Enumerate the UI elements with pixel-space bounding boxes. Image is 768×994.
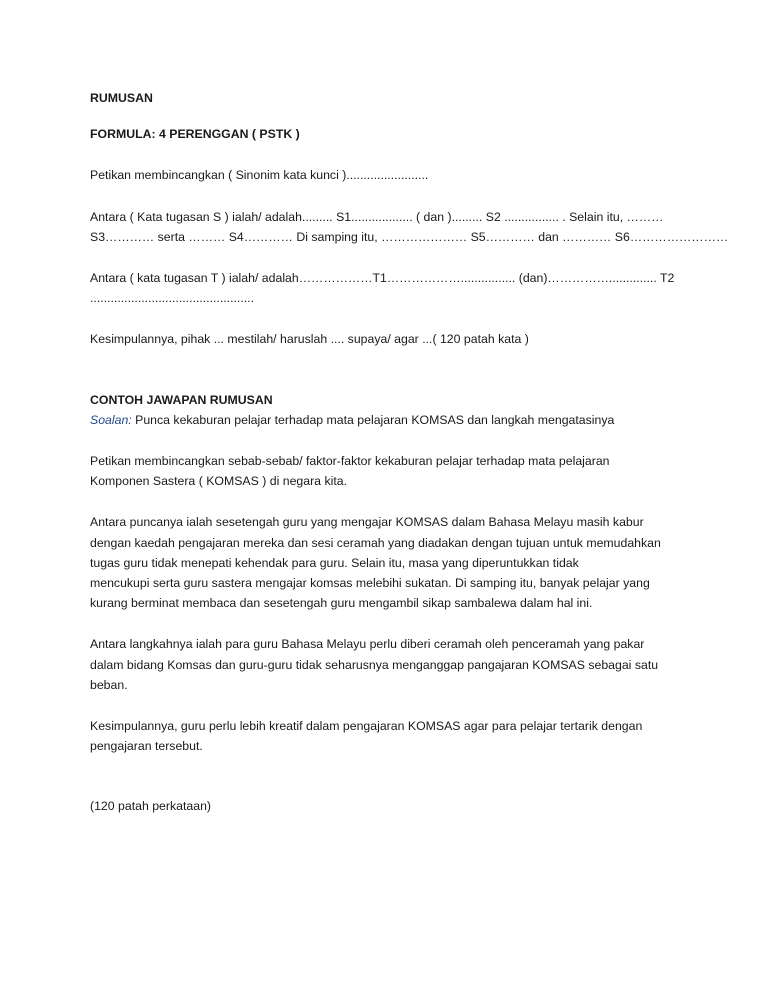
example-heading: CONTOH JAWAPAN RUMUSAN [90, 392, 273, 407]
template-t-line: ................................................ [90, 291, 254, 306]
paragraph-line: Antara puncanya ialah sesetengah guru yang mengajar KOMSAS dalam Bahasa Melayu masih kabur [90, 515, 644, 530]
word-count-note: (120 patah perkataan) [90, 799, 212, 814]
template-s-line: Antara ( Kata tugasan S ) ialah/ adalah......... S1.................. ( dan )......... S2 ................ . Selain itu, ……… [90, 209, 664, 224]
paragraph-line: beban. [90, 677, 128, 692]
paragraph-line: Antara langkahnya ialah para guru Bahasa Melayu perlu diberi ceramah oleh penceramah yang pakar [90, 637, 645, 652]
soalan-line [90, 410, 690, 430]
soalan-text: Punca kekaburan pelajar terhadap mata pelajaran KOMSAS dan langkah mengatasinya [131, 412, 615, 427]
paragraph-line: mencukupi serta guru sastera mengajar komsas melebihi sukatan. Di samping itu, banyak pelajar yang [90, 576, 650, 591]
template-s-paragraph [90, 207, 729, 247]
example-paragraph-2 [90, 512, 690, 613]
example-paragraph-4 [90, 716, 690, 756]
example-paragraph-1 [90, 451, 690, 491]
paragraph-line: tugas guru tidak menepati kehendak para guru. Selain itu, masa yang diperuntukkan tidak [90, 555, 579, 570]
document-body [90, 88, 729, 817]
template-s-line: S3………… serta ……… S4………… Di samping itu, ………………… S5………… dan ………… S6…………………… [90, 229, 729, 244]
template-intro: Petikan membincangkan ( Sinonim kata kunci )........................ [90, 168, 429, 183]
template-conclusion: Kesimpulannya, pihak ... mestilah/ haruslah .... supaya/ agar ...( 120 patah kata ) [90, 332, 529, 347]
paragraph-line: Kesimpulannya, guru perlu lebih kreatif dalam pengajaran KOMSAS agar para pelajar tertarik dengan [90, 719, 643, 734]
document-title: RUMUSAN [90, 91, 153, 105]
soalan-label: Soalan: [90, 412, 132, 427]
paragraph-line: Petikan membincangkan sebab-sebab/ faktor-faktor kekaburan pelajar terhadap mata pelajaran [90, 454, 610, 469]
formula-heading: FORMULA: 4 PERENGGAN ( PSTK ) [90, 127, 300, 142]
example-paragraph-3 [90, 634, 690, 695]
template-t-paragraph [90, 268, 690, 308]
paragraph-line: pengajaran tersebut. [90, 739, 203, 754]
paragraph-line: Komponen Sastera ( KOMSAS ) di negara kita. [90, 474, 347, 489]
paragraph-line: kurang berminat membaca dan sesetengah guru mengambil sikap sambalewa dalam hal ini. [90, 596, 593, 611]
paragraph-line: dalam bidang Komsas dan guru-guru tidak seharusnya menganggap pangajaran KOMSAS sebagai satu [90, 657, 659, 672]
paragraph-line: dengan kaedah pengajaran mereka dan sesi ceramah yang diadakan dengan tujuan untuk memudahkan [90, 535, 661, 550]
template-t-line: Antara ( kata tugasan T ) ialah/ adalah………………T1………………................ (dan)…………….............. T2 [90, 271, 675, 286]
